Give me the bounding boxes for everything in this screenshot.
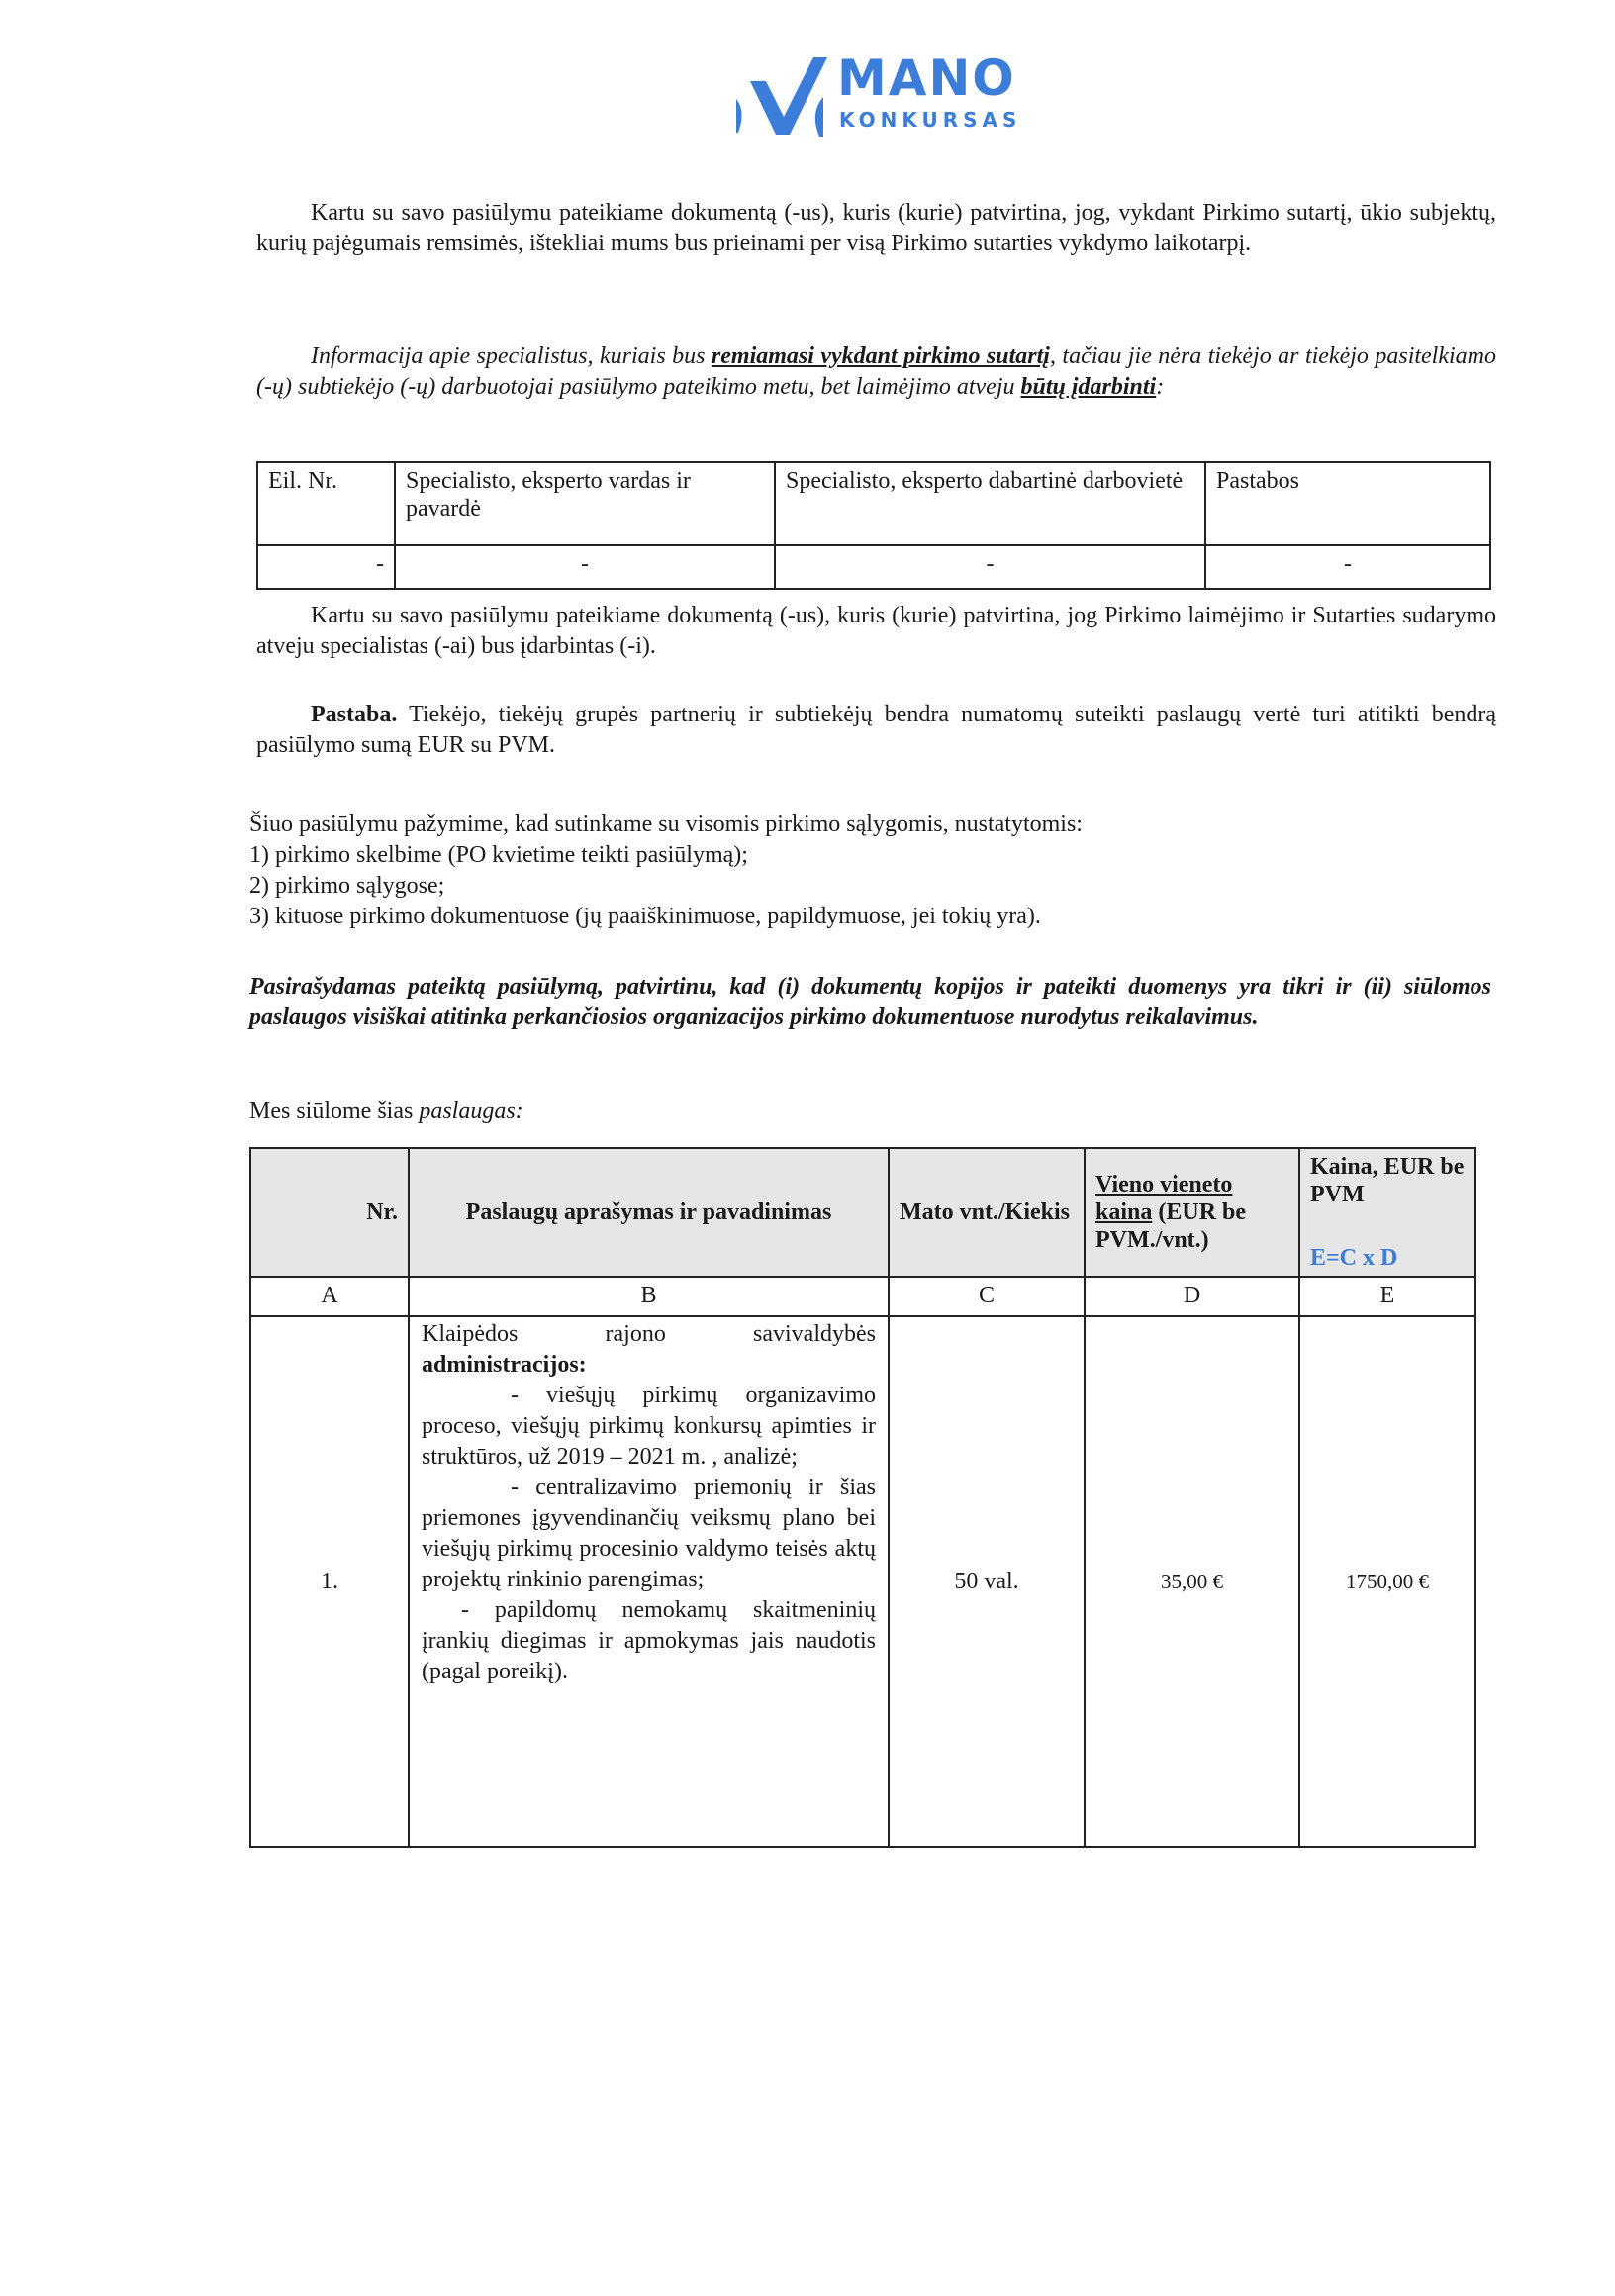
header-cell: Pastabos — [1205, 462, 1490, 545]
paragraph-specialists-info — [256, 341, 1496, 403]
logo — [732, 51, 1029, 141]
price-label: Kaina, EUR be PVM — [1310, 1154, 1465, 1207]
header-price — [1299, 1148, 1475, 1277]
header-nr: Nr. — [250, 1148, 409, 1277]
row-nr: 1. — [250, 1316, 409, 1847]
unit-price-rest: (EUR be PVM./vnt.) — [1095, 1199, 1247, 1253]
desc-bold: administracijos: — [422, 1352, 587, 1378]
header-cell: Eil. Nr. — [257, 462, 395, 545]
services-table — [249, 1147, 1476, 1848]
row-description — [409, 1316, 889, 1847]
header-cell: Specialisto, eksperto vardas ir pavardė — [395, 462, 775, 545]
logo-subtitle: KONKURSAS — [839, 108, 1022, 132]
desc-item: - papildomų nemokamų skaitmeninių įrankių diegimas ir apmokymas jais naudotis (pagal poreikį). — [422, 1597, 876, 1684]
table-cell: - — [257, 545, 395, 589]
column-letter: C — [889, 1277, 1085, 1316]
paragraph-resources: Kartu su savo pasiūlymu pateikiame dokumentą (-us), kuris (kurie) patvirtina, jog, vykdant Pirkimo sutartį, ūkio subjektų, kurių pajėgumais remsimės, ištekliai mums bus prieinami per visą Pirkimo sutarties vykdymo laikotarpį. — [256, 200, 1496, 256]
column-letter: D — [1085, 1277, 1299, 1316]
logo-title: MANO — [837, 49, 1016, 107]
table-row — [250, 1316, 1475, 1847]
agreement-list — [249, 840, 1496, 932]
header-cell: Specialisto, eksperto dabartinė darbovietė — [775, 462, 1205, 545]
list-item: 3) kituose pirkimo dokumentuose (jų paaiškinimuose, papildymuose, jei tokių yra). — [249, 904, 1041, 929]
note-label: Pastaba. — [311, 702, 398, 727]
header-quantity: Mato vnt./Kiekis — [889, 1148, 1085, 1277]
info-text: Informacija apie specialistus, kuriais bus — [311, 343, 712, 369]
info-end: : — [1156, 374, 1165, 400]
row-quantity: 50 val. — [889, 1316, 1085, 1847]
note-paragraph — [256, 700, 1496, 761]
info-underlined: remiamasi vykdant pirkimo sutartį — [711, 343, 1050, 369]
header-unit-price — [1085, 1148, 1299, 1277]
list-item: 2) pirkimo sąlygose; — [249, 873, 445, 899]
table-cell: - — [395, 545, 775, 589]
column-letter: E — [1299, 1277, 1475, 1316]
row-price: 1750,00 € — [1299, 1316, 1475, 1847]
info-bold: būtų įdarbinti — [1020, 374, 1157, 400]
desc-item: - centralizavimo priemonių ir šias priemones įgyvendinančių veiksmų plano bei viešųjų pirkimų procesinio valdymo teisės aktų projektų rinkinio parengimas; — [422, 1475, 876, 1592]
header-description: Paslaugų aprašymas ir pavadinimas — [409, 1148, 889, 1277]
logo-mark-icon — [732, 51, 831, 141]
offer-intro-italic: paslaugas: — [419, 1099, 523, 1124]
offer-intro — [249, 1097, 523, 1127]
info-text-2: , tačiau jie nėra tiekėjo ar tiekėjo pasitelkiamo (-ų) subtiekėjo (-ų) darbuotojai pasiūlymo pateikimo metu, bet laimėjimo atveju — [256, 343, 1496, 400]
column-letter: A — [250, 1277, 409, 1316]
paragraph-employment: Kartu su savo pasiūlymu pateikiame dokumentą (-us), kuris (kurie) patvirtina, jog Pirkimo laimėjimo ir Sutarties sudarymo atveju specialistas (-ai) bus įdarbintas (-i). — [256, 603, 1496, 659]
table-cell: - — [775, 545, 1205, 589]
desc-item: - viešųjų pirkimų organizavimo proceso, viešųjų pirkimų konkursų apimties ir struktūros, už 2019 – 2021 m. , analizė; — [422, 1383, 876, 1470]
table-cell: - — [1205, 545, 1490, 589]
price-formula: E=C x D — [1310, 1245, 1398, 1271]
declaration: Pasirašydamas pateiktą pasiūlymą, patvirtinu, kad (i) dokumentų kopijos ir pateikti duomenys yra tikri ir (ii) siūlomos paslaugos visiškai atitinka perkančiosios organizacijos pirkimo dokumentuose nurodytus reikalavimus. — [249, 974, 1491, 1030]
column-letter: B — [409, 1277, 889, 1316]
specialists-table — [256, 461, 1491, 590]
agreement-block — [249, 810, 1496, 932]
unit-price-underlined: Vieno vieneto kaina — [1095, 1172, 1233, 1225]
offer-intro-text: Mes siūlome šias — [249, 1099, 420, 1124]
desc-intro: Klaipėdos rajono savivaldybės — [422, 1321, 876, 1347]
note-text: Tiekėjo, tiekėjų grupės partnerių ir subtiekėjų bendra numatomų suteikti paslaugų vertė turi atitikti bendrą pasiūlymo sumą EUR su PVM. — [256, 702, 1496, 758]
row-unit-price: 35,00 € — [1085, 1316, 1299, 1847]
list-item: 1) pirkimo skelbime (PO kvietime teikti pasiūlymą); — [249, 842, 748, 868]
agreement-intro: Šiuo pasiūlymu pažymime, kad sutinkame su visomis pirkimo sąlygomis, nustatytomis: — [249, 812, 1083, 837]
